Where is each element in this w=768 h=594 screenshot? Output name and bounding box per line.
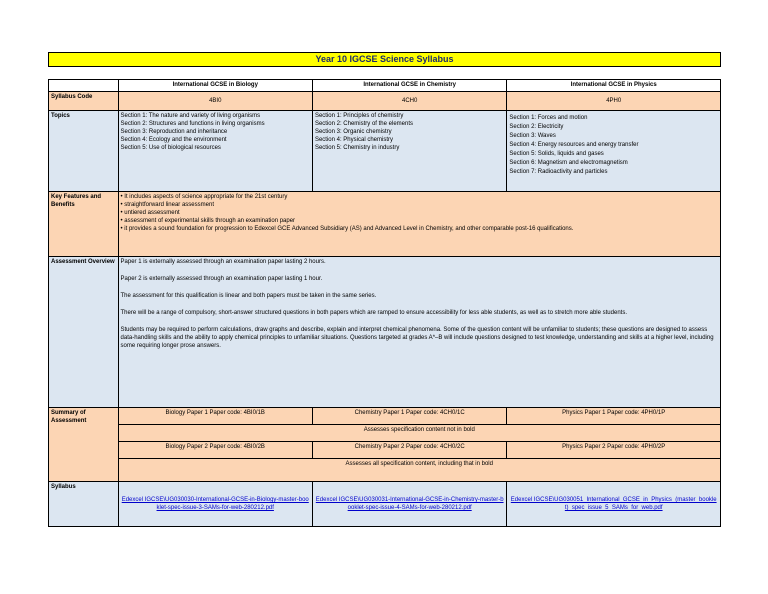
corner-cell (49, 80, 119, 92)
syllabus-row (49, 482, 721, 527)
chemistry-paper1: Chemistry Paper 1 Paper code: 4CH0/1C (312, 408, 506, 425)
biology-syllabus-cell (118, 482, 312, 527)
key-features-row (49, 192, 721, 257)
paragraph: Students may be required to perform calculations, draw graphs and describe, explain and interpret chemical phenomena. Some of the question content will be unfamiliar to students; these questions are designed to assess data-handling skills and the ability to apply chemical principles to unfamiliar situations. Questions targeted at grades A*–B will include questions designed to test knowledge, understanding and skills at a higher level, including some requiring longer prose answers. (120, 327, 714, 349)
biology-syllabus-link[interactable]: Edexcel IGCSE\UG030030-International-GCSE-in-Biology-master-booklet-spec-issue-3-SAMs-for-web-280212.pdf (121, 497, 309, 511)
chemistry-code: 4CH0 (312, 92, 506, 111)
syllabus-code-row (49, 92, 721, 111)
summary-paper2-row (49, 442, 721, 459)
paragraph: Paper 2 is externally assessed through an examination paper lasting 1 hour. (120, 276, 323, 282)
assessment-overview-row (49, 257, 721, 408)
list-item: Section 4: Energy resources and energy transfer (509, 142, 639, 148)
chemistry-syllabus-cell (312, 482, 506, 527)
list-item: Section 4: Physical chemistry (314, 137, 393, 143)
list-item: Section 1: The nature and variety of living organisms (120, 113, 261, 119)
physics-paper2: Physics Paper 2 Paper code: 4PH0/2P (507, 442, 721, 459)
summary-label: Summary of Assessment (49, 408, 119, 482)
biology-code: 4BI0 (118, 92, 312, 111)
list-item: Section 4: Ecology and the environment (120, 137, 227, 143)
list-item: Section 1: Principles of chemistry (314, 113, 404, 119)
list-item: Section 6: Magnetism and electromagnetism (509, 160, 628, 166)
paragraph: There will be a range of compulsory, short-answer structured questions in both papers which are ramped to ensure accessibility for less able students, as well as to stretch more able students. (120, 310, 627, 316)
topics-row (49, 111, 721, 192)
physics-paper1: Physics Paper 1 Paper code: 4PH0/1P (507, 408, 721, 425)
physics-syllabus-link[interactable]: Edexcel IGCSE\UG030051_International_GCSE_in_Physics_(master_booklet)_spec_issue_5_SAMs_for_web.pdf (510, 497, 717, 511)
list-item: Section 2: Electricity (509, 124, 564, 130)
syllabus-label: Syllabus (49, 482, 119, 527)
assessment-overview-label: Assessment Overview (49, 257, 119, 408)
physics-topics (507, 111, 721, 192)
list-item: Section 3: Waves (509, 133, 556, 139)
chemistry-topics (312, 111, 506, 192)
list-item: • straightforward linear assessment (120, 202, 214, 208)
paragraph: Paper 1 is externally assessed through an examination paper lasting 2 hours. (120, 259, 326, 265)
chemistry-paper2: Chemistry Paper 2 Paper code: 4CH0/2C (312, 442, 506, 459)
list-item: Section 5: Use of biological resources (120, 145, 221, 151)
biology-topics (118, 111, 312, 192)
key-features-content (118, 192, 720, 257)
topics-label: Topics (49, 111, 119, 192)
list-item: Section 5: Solids, liquids and gases (509, 151, 604, 157)
paper2-note: Assesses all specification content, including that in bold (118, 459, 720, 482)
chemistry-syllabus-link[interactable]: Edexcel IGCSE\UG030031-International-GCSE-in-Chemistry-master-booklet-spec-issue-4-SAMs-for-web-280212.pdf (315, 497, 504, 511)
list-item: • untiered assessment (120, 210, 180, 216)
list-item: Section 2: Structures and functions in living organisms (120, 121, 265, 127)
list-item: Section 5: Chemistry in industry (314, 145, 400, 151)
summary-paper1-note-row (49, 425, 721, 442)
physics-code: 4PH0 (507, 92, 721, 111)
biology-paper1: Biology Paper 1 Paper code: 4BI0/1B (118, 408, 312, 425)
list-item: Section 1: Forces and motion (509, 115, 588, 121)
column-header-physics: International GCSE in Physics (507, 80, 721, 92)
list-item: • It includes aspects of science appropriate for the 21st century (120, 194, 288, 200)
list-item: • it provides a sound foundation for progression to Edexcel GCE Advanced Subsidiary (AS) and Advanced Level in Chemistry, and other comparable post-16 qualifications. (120, 226, 574, 232)
column-header-chemistry: International GCSE in Chemistry (312, 80, 506, 92)
assessment-overview-content (118, 257, 720, 408)
paragraph: The assessment for this qualification is linear and both papers must be taken in the same series. (120, 293, 377, 299)
physics-syllabus-cell (507, 482, 721, 527)
summary-paper1-row (49, 408, 721, 425)
list-item: Section 3: Reproduction and inheritance (120, 129, 228, 135)
list-item: Section 2: Chemistry of the elements (314, 121, 413, 127)
list-item: Section 3: Organic chemistry (314, 129, 392, 135)
biology-paper2: Biology Paper 2 Paper code: 4BI0/2B (118, 442, 312, 459)
list-item: Section 7: Radioactivity and particles (509, 169, 608, 175)
syllabus-code-label: Syllabus Code (49, 92, 119, 111)
summary-paper2-note-row (49, 459, 721, 482)
paper1-note: Assesses specification content not in bold (118, 425, 720, 442)
list-item: • assessment of experimental skills through an examination paper (120, 218, 296, 224)
column-header-biology: International GCSE in Biology (118, 80, 312, 92)
syllabus-table (48, 79, 721, 527)
column-header-row (49, 80, 721, 92)
page-title: Year 10 IGCSE Science Syllabus (48, 52, 721, 67)
key-features-label: Key Features and Benefits (49, 192, 119, 257)
